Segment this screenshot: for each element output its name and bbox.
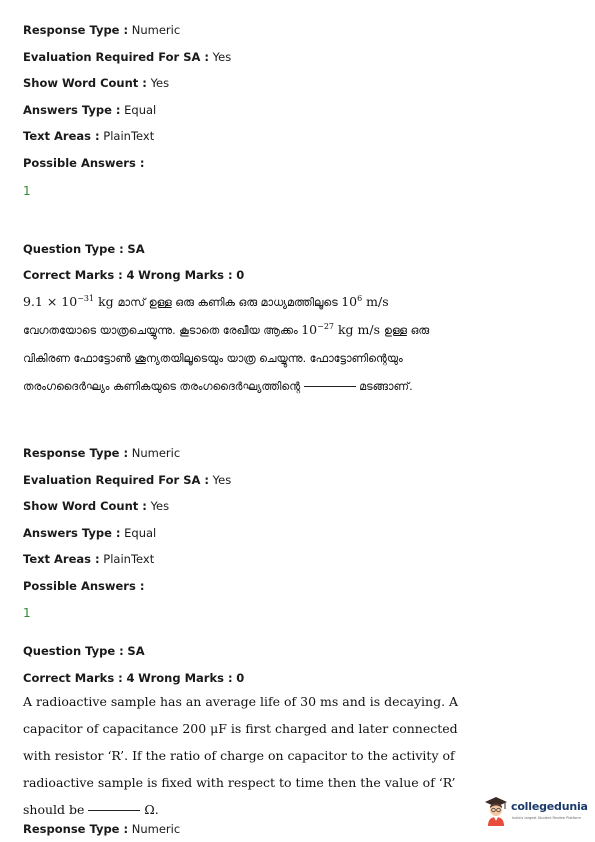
marks-row: Correct Marks : 4 Wrong Marks : 0 (23, 671, 245, 685)
response-type-row: Response Type : Numeric (23, 822, 181, 836)
marks-row: Correct Marks : 4 Wrong Marks : 0 (23, 268, 245, 282)
answer-blank (304, 386, 356, 387)
possible-answers-row: Possible Answers : (23, 579, 145, 593)
evaluation-row: Evaluation Required For SA : Yes (23, 50, 232, 64)
graduate-avatar-icon (482, 795, 510, 827)
possible-answers-row: Possible Answers : (23, 156, 145, 170)
answers-type-row: Answers Type : Equal (23, 526, 157, 540)
response-type-row: Response Type : Numeric (23, 446, 181, 460)
text-areas-row: Text Areas : PlainText (23, 129, 155, 143)
evaluation-row: Evaluation Required For SA : Yes (23, 473, 232, 487)
question-type-row: Question Type : SA (23, 644, 145, 658)
word-count-row: Show Word Count : Yes (23, 499, 170, 513)
collegedunia-logo: collegedunia India's largest Student Review Platform (482, 795, 588, 827)
possible-answer-value: 1 (23, 184, 31, 198)
text-areas-row: Text Areas : PlainText (23, 552, 155, 566)
question-type-row: Question Type : SA (23, 242, 145, 256)
answer-blank (88, 810, 140, 811)
response-type-row: Response Type : Numeric (23, 23, 181, 37)
word-count-row: Show Word Count : Yes (23, 76, 170, 90)
answers-type-row: Answers Type : Equal (23, 103, 157, 117)
question-3-text: A radioactive sample has an average life of 30 ms and is decaying. A capacitor of capacitance 200 μF is first charged and later connected with resistor ‘R’. If the ratio of charge on capacitor to the activity of radioactive sample is fixed with respect to time then the value of ‘R’ should be Ω. (23, 694, 459, 817)
possible-answer-value: 1 (23, 606, 31, 620)
question-2-text: $9.1 \times 10^{-31}$ kg മാസ് ഉള്ള ഒരു കണിക ഒരു മാധ്യമത്തിലൂടെ $10^6$ m/s വേഗതയോടെ യാത്രചെയ്യുന്നു. കൂടാതെ രേഖീയ ആക്കം $10^{-27}$ kg m/s ഉള്ള ഒരു വികിരണ ഫോട്ടോൺ ശൂന്യതയിലൂടെയും യാത്ര ചെയ്യുന്നു. ഫോട്ടോണിന്റെയും തരംഗദൈർഘ്യം കണികയുടെ തരംഗദൈർഘ്യത്തിന്റെ മടങ്ങാണ്. (23, 293, 430, 393)
